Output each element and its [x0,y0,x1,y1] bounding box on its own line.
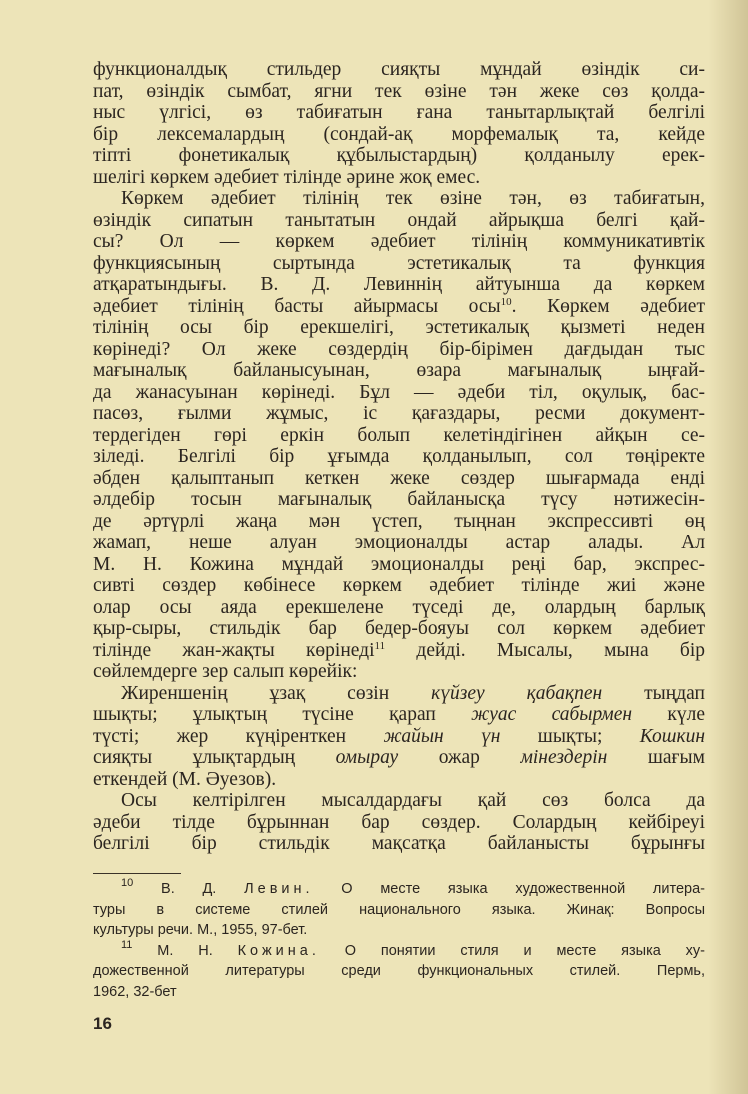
footnote-line [93,982,705,1003]
text-line [93,446,705,468]
text-run: Көркем әдебиет тілінің тек өзіне тән, өз табиғатын, [121,188,705,209]
text-run: өзіндік сипатын танытатын ондай айрықша белгі қай- [93,209,705,231]
text-line [93,167,705,189]
text-run: туры в системе стилей национального языка. Жинақ: Вопросы [93,901,705,918]
text-line [93,618,705,640]
text-run: дейді. Мысалы, мына бір [385,639,705,661]
text-line [93,790,705,812]
italic-phrase: күйзеу қабақпен [431,682,603,704]
text-run: пасөз, ғылми жұмыс, іс қағаздары, ресми документ- [93,403,705,424]
text-line [93,145,705,167]
italic-phrase: жуас сабырмен [471,704,633,725]
text-line [93,296,705,318]
text-run: де әртүрлі жаңа мән үстеп, тыңнан экспрессивті өң [93,510,705,532]
text-line [93,403,705,425]
text-run: культуры речи. М., 1955, 97-бет. [93,922,308,938]
text-run: зіледі. Белгілі бір ұғымда қолданылып, сол төңіректе [93,446,705,467]
text-run: әдеби тілде бұрыннан бар сөздер. Солардың кейбіреуі [93,811,705,833]
text-run: тіпті фонетикалық құбылыстардың) қолданылу ерек- [93,145,705,166]
italic-phrase: омырау [335,747,399,768]
text-run: атқаратындығы. В. Д. Левиннің айтуынша да көркем [93,274,705,295]
text-run: О месте языка художественной литера- [313,881,705,897]
footnote-line [93,938,705,962]
italic-phrase: жайын үн [383,725,501,747]
text-line [93,274,705,296]
text-run: ныс үлгісі, өз табиғатын ғана танытарлықтай белгілі [93,102,705,123]
text-run: сы? Ол — көркем әдебиет тілінің коммуникативтік [93,231,705,252]
footnote-line [93,879,705,900]
text-run: әдебиет тілінің басты айырмасы осы [93,295,501,317]
text-run: В. Д. [133,881,245,897]
text-line [93,102,705,124]
text-line [93,597,705,619]
text-run: сивті сөздер көбінесе көркем әдебиет тілінде жиі және [93,575,705,596]
text-run: мағыналық байланысуынан, өзара мағыналық ыңғай- [93,360,705,381]
text-line [93,554,705,576]
footnote-marker: 11 [121,938,133,951]
text-line [93,382,705,404]
text-run: жамап, неше алуан эмоционалды астар алады. Ал [93,532,705,553]
text-run: еткендей (М. Әуезов). [93,768,277,790]
text-line [93,425,705,447]
text-run: Кожина. [237,942,320,959]
text-line [93,769,705,791]
footnote-line [93,900,705,921]
text-run: сөйлемдерге зер салып көрейік: [93,661,358,682]
text-run: тілінде жан-жақты көрінеді [93,639,375,661]
text-run: бір лексемалардың (сондай-ақ морфемалық та, кейде [93,123,705,145]
text-run: шықты; ұлықтың түсіне қарап [93,704,472,725]
text-line [93,59,705,81]
text-run: функционалдық стильдер сияқты мұндай өзіндік си- [93,59,705,80]
text-line [93,339,705,361]
text-run: тыңдап [602,682,705,704]
text-line [93,511,705,533]
footnote-marker: 11 [374,639,386,652]
text-run: шықты; [500,725,640,747]
text-run: Левин. [244,881,314,897]
text-line [93,468,705,490]
text-line [93,812,705,834]
text-run: сияқты ұлықтардың [93,747,336,768]
footnotes [93,879,705,1002]
italic-phrase: Кошкин [639,725,706,747]
text-line [93,317,705,339]
text-run: Жиреншенің ұзақ сөзін [121,682,432,704]
text-run: қыр-сыры, стильдік бар бедер-бояуы сол көркем әдебиет [93,618,705,639]
body-text [93,59,705,855]
text-run: 1962, 32-бет [93,983,177,1000]
text-run: . Көркем әдебиет [511,295,705,317]
text-line [93,81,705,103]
footnote-separator [93,873,181,874]
text-run: функциясының сыртында эстетикалық та функция [93,252,705,274]
text-run: пат, өзіндік сымбат, ягни тек өзіне тән жеке сөз қолда- [93,80,705,102]
text-run: да жанасуынан көрінеді. Бұл — әдеби тіл, оқулық, бас- [93,381,705,403]
text-run: түсті; жер күңіренткен [93,725,384,747]
text-run: М. Н. Кожина мұндай эмоционалды реңі бар, экспрес- [93,553,705,575]
page-edge-shadow [708,0,748,1094]
text-line [93,747,705,769]
footnote-line [93,920,705,941]
text-line [93,532,705,554]
text-run: тердегіден гөрі еркін болып келетіндігінен айқын се- [93,424,705,446]
text-line [93,360,705,382]
footnote-marker: 10 [500,295,512,308]
text-run: әлдебір тосын мағыналық байланысқа түсу нәтижесін- [93,489,705,510]
text-run: белгілі бір стильдік мақсатқа байланысты бұрынғы [93,833,705,854]
text-run: ожар [398,747,521,768]
footnote-line [93,961,705,982]
text-line [93,210,705,232]
text-line [93,124,705,146]
text-run: көрінеді? Ол жеке сөздердің бір-бірімен дағдыдан тыс [93,338,705,360]
text-line [93,489,705,511]
text-line [93,231,705,253]
text-run: шелігі көркем әдебиет тілінде әрине жоқ емес. [93,166,481,188]
text-run: дожественной литературы среди функциональных стилей. Пермь, [93,963,705,979]
text-run: Осы келтірілген мысалдардағы қай сөз болса да [121,790,705,811]
text-line [93,726,705,748]
text-line [93,704,705,726]
text-run: М. Н. [132,942,238,959]
text-run: олар осы аяда ерекшелене түседі де, олардың барлық [93,596,705,618]
text-run: шағым [607,747,705,768]
text-run: О понятии стиля и месте языка ху- [319,942,705,959]
text-line [93,683,705,705]
text-line [93,833,705,855]
italic-phrase: мінездерін [520,747,608,768]
text-run: әбден қалыптанып кеткен жеке сөздер шығармада енді [93,467,705,489]
text-run: тілінің осы бір ерекшелігі, эстетикалық қызметі неден [93,317,705,338]
text-line [93,661,705,683]
page-number: 16 [93,1014,112,1033]
footnote-marker: 10 [121,877,134,889]
text-line [93,575,705,597]
text-line [93,253,705,275]
text-line [93,640,705,662]
text-run: күле [632,704,705,725]
text-line [93,188,705,210]
